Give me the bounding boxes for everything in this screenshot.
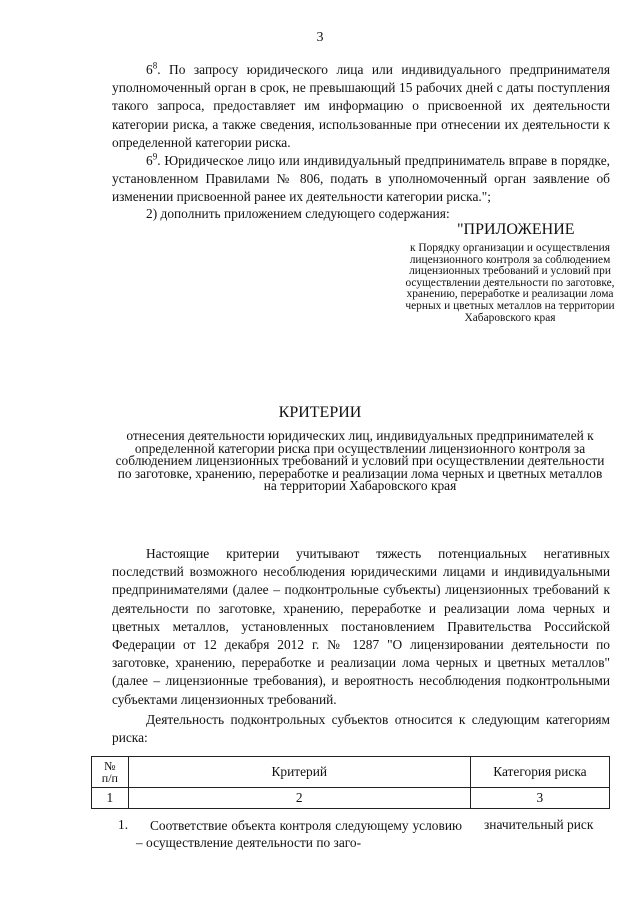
body-paragraph-text: Настоящие критерии учитывают тяжесть потенциальных негативных последствий возможного несоблюдения юридическими лицами и индивидуальными предпринимателями (далее – подконтрольные субъекты) лицензионных требований к деятельности по заготовке, хранению, переработке и реализации лома черных и цветных металлов, установленных постановлением Правительства Российской Федерации от 12 декабря 2012 г. № 1287 "О лицензировании деятельности по заготовке, хранению, переработке и реализации лома черных и цветных металлов" (далее – лицензионные требования), и вероятность несоблюдения подконтрольными субъектами лицензионных требований. [112,546,610,707]
para-6-8-text: . По запросу юридического лица или индивидуального предпринимателя уполномоченный орган в срок, не превышающий 15 рабочих дней с даты поступления такого запроса, предоставляет им информацию о присвоенной их деятельности категории риска, а также сведения, использованные при отнесении их деятельности к определенной категории риска. [112,62,610,150]
para-6-9-num: 6 [146,153,153,168]
paragraph-6-9 [112,152,610,207]
body-paragraph [112,545,610,709]
criteria-table [91,756,610,809]
header-number [92,757,129,788]
row1-criterion-text: Соответствие объекта контроля следующему условию – осуществление деятельности по заго- [136,818,462,850]
paragraph-6-8 [112,61,610,152]
header-category: Категория риска [470,757,609,788]
row1-number: 1. [118,817,129,832]
para-6-9-sup: 9 [152,151,158,162]
risk-categories-intro [112,711,610,747]
column-number-3: 3 [470,788,609,809]
column-number-2: 2 [128,788,470,809]
header-number-line2: п/п [101,771,118,785]
annex-header: "ПРИЛОЖЕНИЕ [457,221,575,238]
header-criterion: Критерий [128,757,470,788]
para-6-8-sup: 8 [152,60,158,71]
criteria-title: КРИТЕРИИ [278,404,362,421]
row1-category: значительный риск [484,817,594,832]
para-add-text: 2) дополнить приложением следующего содержания: [146,206,450,221]
criteria-subtitle: отнесения деятельности юридических лиц, индивидуальных предпринимателей к определенной категории риска при осуществлении лицензионного контроля за соблюдением лицензионных требований и условий при осуществлении деятельности по заготовке, хранению, переработке и реализации лома черных и цветных металлов на территории Хабаровского края [115,428,605,494]
risk-categories-intro-text: Деятельность подконтрольных субъектов относится к следующим категориям риска: [112,712,610,746]
table-header-row [92,757,610,788]
row1-criterion [136,817,462,851]
para-6-8-num: 6 [146,62,153,77]
annex-reference: к Порядку организации и осуществления лицензионного контроля за соблюдением лицензионных требований и условий при осуществлении деятельности по заготовке, хранению, переработке и реализации лома черных и цветных металлов на территории Хабаровского края [405,242,615,324]
header-number-line1: № [104,759,116,773]
table-column-numbers-row [92,788,610,809]
page-number: 3 [316,30,324,45]
para-6-9-text: . Юридическое лицо или индивидуальный предприниматель вправе в порядке, установленном Правилами № 806, подать в уполномоченный орган заявление об изменении присвоенной ранее их деятельности категории риска."; [112,153,610,205]
column-number-1: 1 [92,788,129,809]
